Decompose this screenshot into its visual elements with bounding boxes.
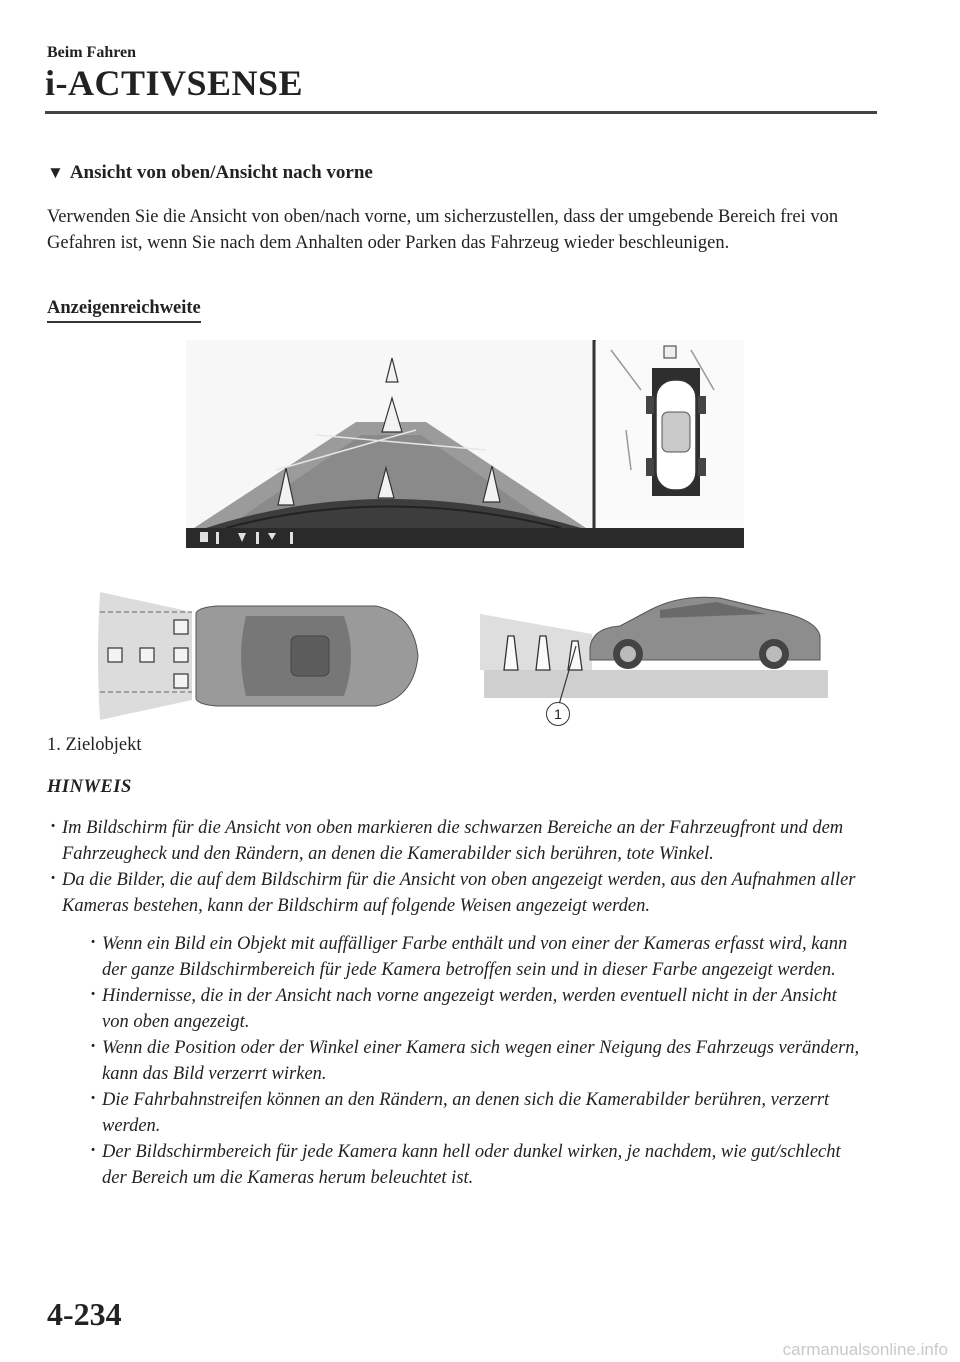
- note-sub-bullet: · Der Bildschirmbereich für jede Kamera kann hell oder dunkel wirken, je nachdem, wie gut/schlecht der Bereich um die Kameras herum beleuchtet ist.: [87, 1139, 867, 1191]
- watermark: carmanualsonline.info: [782, 1340, 948, 1359]
- top-view-car-diagram: [96, 586, 426, 726]
- side-view-car-diagram: [480, 586, 828, 726]
- note-bullet: · Im Bildschirm für die Ansicht von oben markieren die schwarzen Bereiche an der Fahrzeugfront und dem Fahrzeugheck und den Rändern, an denen die Kamerabilder sich berühren, tote Winkel.: [47, 815, 867, 867]
- subheading: Anzeigenreichweite: [47, 298, 201, 323]
- section-heading: [47, 162, 373, 184]
- note-sub-bullet-list: [47, 931, 867, 1191]
- title-divider: [45, 111, 877, 114]
- note-sub-bullet: · Wenn ein Bild ein Objekt mit auffälliger Farbe enthält und von einer der Kameras erfasst wird, kann der ganze Bildschirmbereich für jede Kamera betroffen sein und in dieser Farbe angezeigt werden.: [87, 931, 867, 983]
- chapter-label: Beim Fahren: [47, 44, 137, 61]
- figure-caption: 1. Zielobjekt: [47, 735, 142, 755]
- page-number: 4-234: [47, 1296, 122, 1332]
- callout-number: 1: [546, 702, 570, 726]
- page-title: i-ACTIVSENSE: [45, 63, 304, 103]
- triangle-marker-icon: ▼: [47, 163, 64, 182]
- camera-screen-illustration: [186, 340, 744, 548]
- note-heading: HINWEIS: [47, 777, 132, 797]
- note-sub-bullet: · Hindernisse, die in der Ansicht nach vorne angezeigt werden, werden eventuell nicht in der Ansicht von oben angezeigt.: [87, 983, 867, 1035]
- note-sub-bullet: · Wenn die Position oder der Winkel einer Kamera sich wegen einer Neigung des Fahrzeugs verändern, kann das Bild verzerrt wirken.: [87, 1035, 867, 1087]
- note-sub-bullet: · Die Fahrbahnstreifen können an den Rändern, an denen sich die Kamerabilder berühren, verzerrt werden.: [87, 1087, 867, 1139]
- intro-paragraph: Verwenden Sie die Ansicht von oben/nach vorne, um sicherzustellen, dass der umgebende Bereich frei von Gefahren ist, wenn Sie nach dem Anhalten oder Parken das Fahrzeug wieder beschleunigen.: [47, 207, 839, 253]
- note-bullet: · Da die Bilder, die auf dem Bildschirm für die Ansicht von oben angezeigt werden, aus den Aufnahmen aller Kameras bestehen, kann der Bildschirm auf folgende Weisen angezeigt werden.: [47, 867, 867, 919]
- note-bullet-list: [47, 815, 867, 1191]
- section-title: Ansicht von oben/Ansicht nach vorne: [69, 162, 373, 183]
